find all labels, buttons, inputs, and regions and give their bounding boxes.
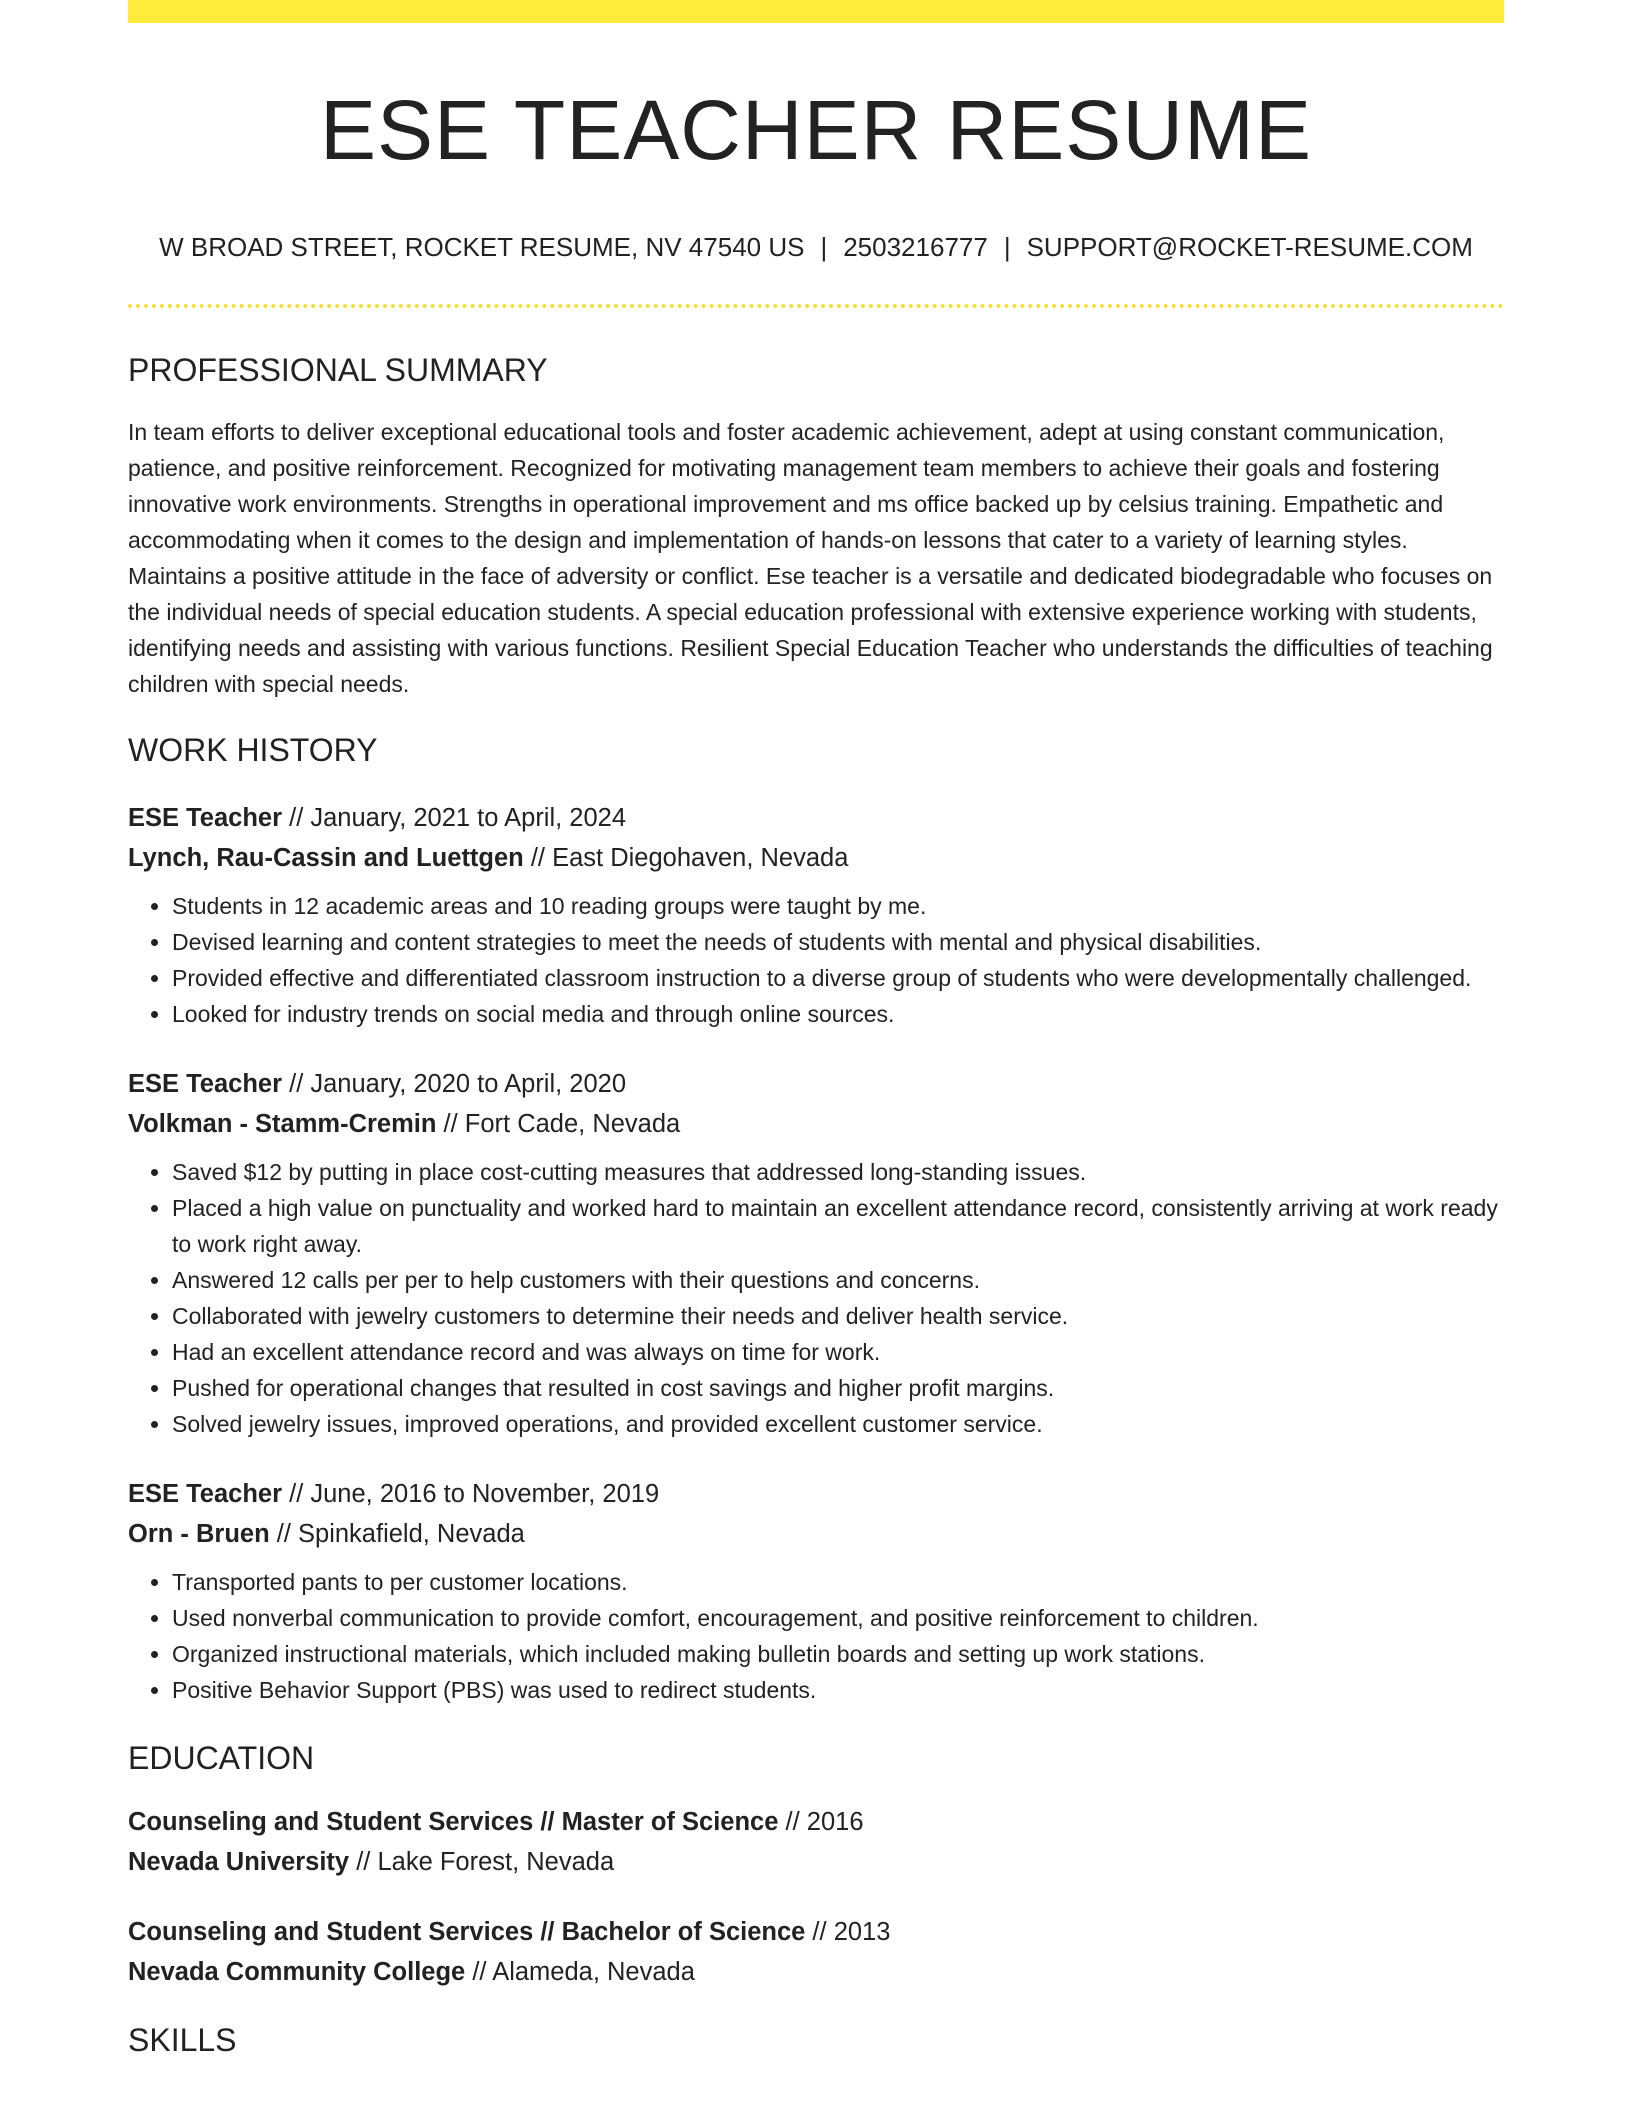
job-company-line (128, 1104, 1504, 1144)
job-title: ESE Teacher (128, 1070, 283, 1098)
job-bullet: • Looked for industry trends on social media and through online sources. (172, 996, 1504, 1032)
education-heading: EDUCATION (128, 1740, 315, 1776)
education-entry (128, 1912, 1504, 1992)
degree-line (128, 1802, 1504, 1842)
school-line (128, 1842, 1504, 1882)
job-bullet: • Collaborated with jewelry customers to determine their needs and deliver health service. (172, 1298, 1504, 1334)
degree-line (128, 1912, 1504, 1952)
job-location: Fort Cade, Nevada (464, 1110, 681, 1138)
degree-separator: // (805, 1918, 834, 1946)
school-location: Lake Forest, Nevada (377, 1848, 615, 1876)
job-separator: // (523, 844, 553, 872)
job-separator: // (436, 1110, 465, 1138)
job-bullet: • Pushed for operational changes that resulted in cost savings and higher profit margins. (172, 1370, 1504, 1406)
job-company-line (128, 1514, 1504, 1554)
job-bullet: • Answered 12 calls per per to help customers with their questions and concerns. (172, 1262, 1504, 1298)
contact-separator: | (820, 232, 828, 262)
job-bullet: • Students in 12 academic areas and 10 reading groups were taught by me. (172, 888, 1504, 924)
degree: Counseling and Student Services // Bachelor of Science (128, 1918, 806, 1946)
job-entry (128, 1474, 1504, 1708)
degree-separator: // (778, 1808, 807, 1836)
job-title-line (128, 798, 1504, 838)
job-separator: // (282, 804, 311, 832)
job-title: ESE Teacher (128, 1480, 283, 1508)
school-location: Alameda, Nevada (492, 1958, 695, 1986)
job-separator: // (282, 1480, 311, 1508)
job-dates: June, 2016 to November, 2019 (310, 1480, 660, 1508)
job-company: Volkman - Stamm-Cremin (128, 1110, 437, 1138)
contact-line (128, 230, 1504, 264)
education-entry (128, 1802, 1504, 1882)
resume-title: ESE TEACHER RESUME (320, 83, 1312, 177)
dotted-divider (128, 304, 1504, 308)
job-entry (128, 798, 1504, 1032)
school-separator: // (349, 1848, 378, 1876)
job-bullet: • Placed a high value on punctuality and worked hard to maintain an excellent attendance record, consistently arriving at work ready to work right away. (172, 1190, 1504, 1262)
summary-heading: PROFESSIONAL SUMMARY (128, 352, 548, 388)
contact-email: SUPPORT@ROCKET-RESUME.COM (1026, 232, 1473, 262)
job-title-line (128, 1474, 1504, 1514)
job-location: East Diegohaven, Nevada (552, 844, 849, 872)
job-bullet: • Provided effective and differentiated classroom instruction to a diverse group of students who were developmentally challenged. (172, 960, 1504, 996)
degree: Counseling and Student Services // Master of Science (128, 1808, 779, 1836)
job-entry (128, 1064, 1504, 1442)
job-bullet: • Organized instructional materials, which included making bulletin boards and setting up work stations. (172, 1636, 1504, 1672)
skills-heading: SKILLS (128, 2022, 237, 2058)
job-separator: // (269, 1520, 299, 1548)
job-bullets (128, 888, 1504, 1032)
job-bullet: • Positive Behavior Support (PBS) was used to redirect students. (172, 1672, 1504, 1708)
resume-content (128, 0, 1504, 2060)
job-title: ESE Teacher (128, 804, 283, 832)
degree-year: 2013 (833, 1918, 891, 1946)
school-line (128, 1952, 1504, 1992)
job-title-line (128, 1064, 1504, 1104)
job-company: Lynch, Rau-Cassin and Luettgen (128, 844, 524, 872)
school: Nevada University (128, 1848, 350, 1876)
job-bullet: • Had an excellent attendance record and was always on time for work. (172, 1334, 1504, 1370)
job-company: Orn - Bruen (128, 1520, 270, 1548)
job-bullets (128, 1154, 1504, 1442)
work-history-heading: WORK HISTORY (128, 732, 378, 768)
contact-address: W BROAD STREET, ROCKET RESUME, NV 47540 US (159, 232, 805, 262)
job-dates: January, 2021 to April, 2024 (310, 804, 627, 832)
job-company-line (128, 838, 1504, 878)
summary-text: In team efforts to deliver exceptional educational tools and foster academic achievement, adept at using constant communication, patience, and positive reinforcement. Recognized for motivating management team members to achieve their goals and fostering innovative work environments. Strengths in operational improvement and ms office backed up by celsius training. Empathetic and accommodating when it comes to the design and implementation of hands-on lessons that cater to a variety of learning styles. Maintains a positive attitude in the face of adversity or conflict. Ese teacher is a versatile and dedicated biodegradable who focuses on the individual needs of special education students. A special education professional with extensive experience working with students, identifying needs and assisting with various functions. Resilient Special Education Teacher who understands the difficulties of teaching children with special needs. (128, 419, 1493, 697)
job-bullet: • Solved jewelry issues, improved operations, and provided excellent customer service. (172, 1406, 1504, 1442)
job-dates: January, 2020 to April, 2020 (310, 1070, 627, 1098)
school-separator: // (465, 1958, 493, 1986)
job-bullet: • Saved $12 by putting in place cost-cutting measures that addressed long-standing issues. (172, 1154, 1504, 1190)
school: Nevada Community College (128, 1958, 466, 1986)
job-bullets (128, 1564, 1504, 1708)
job-bullet: • Devised learning and content strategies to meet the needs of students with mental and physical disabilities. (172, 924, 1504, 960)
contact-phone: 2503216777 (843, 232, 988, 262)
job-separator: // (282, 1070, 311, 1098)
job-bullet: • Transported pants to per customer locations. (172, 1564, 1504, 1600)
degree-year: 2016 (806, 1808, 864, 1836)
job-bullet: • Used nonverbal communication to provide comfort, encouragement, and positive reinforcement to children. (172, 1600, 1504, 1636)
contact-separator: | (1003, 232, 1011, 262)
job-location: Spinkafield, Nevada (298, 1520, 525, 1548)
